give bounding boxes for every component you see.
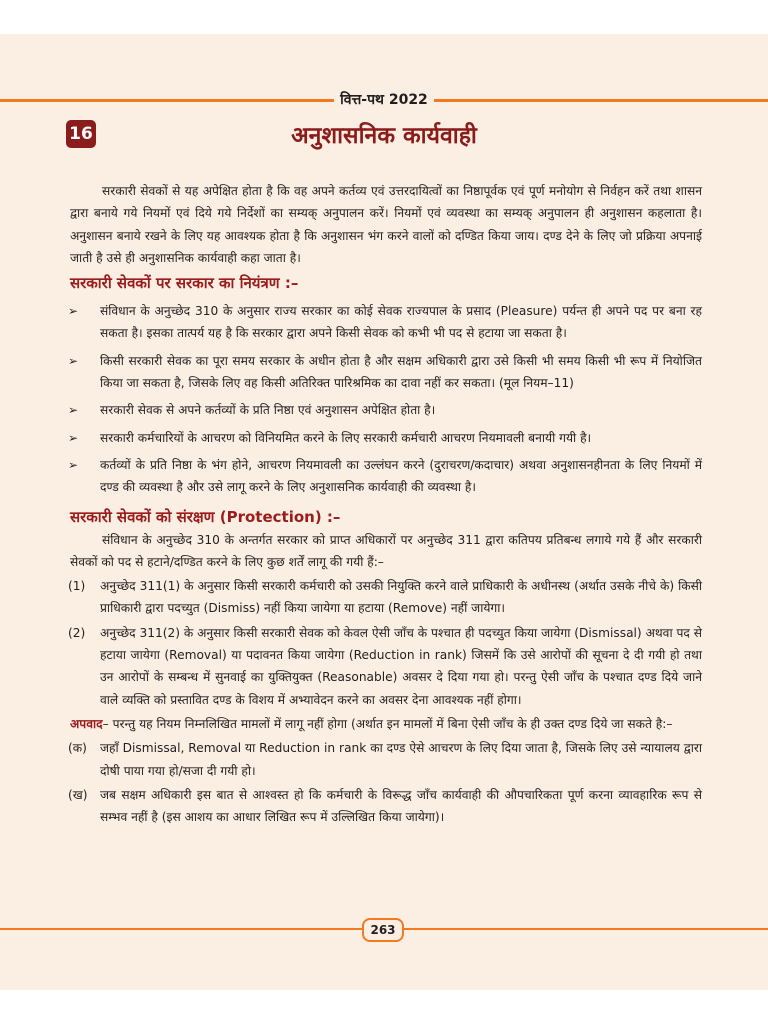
page-number: 263 [362,918,404,942]
running-header: वित्त-पथ 2022 [0,90,768,109]
page-content [70,180,702,828]
numbered-item: (2) अनुच्छेद 311(2) के अनुसार किसी सरकारी सेवक को केवल ऐसी जाँच के पश्चात ही पदच्युत किया जायेगा (Dismissal) अथवा पद से हटाया जायेगा (Removal) या पदावनत किया जायेगा (Reduction in rank) जिसमें कि उसे आरोपों की सूचना दे दी गयी हो तथा उन आरोपों के सम्बन्ध में सुनवाई का युक्तियुक्त (Reasonable) अवसर दे दिया गया हो। परन्तु ऐसी जाँच के पश्चात दण्ड दिये जाने वाले व्यक्ति को प्रस्तावित दण्ड के विशय में अभ्यावेदन करने का अवसर देना आवश्यक नहीं होगा। [68,625,702,707]
chapter-title: अनुशासनिक कार्यवाही [291,123,477,149]
section-heading-control: सरकारी सेवकों पर सरकार का नियंत्रण :– [70,274,299,293]
exception-item: (क) जहाँ Dismissal, Removal या Reduction in rank का दण्ड ऐसे आचरण के लिए दिया जाता है, जिसके लिए उसे न्यायालय द्वारा दोषी पाया गया हो/सजा दी गयी हो। [68,741,702,778]
exception-item: (ख) जब सक्षम अधिकारी इस बात से आश्वस्त हो कि कर्मचारी के विरूद्ध जाँच कार्यवाही की औपचारिकता पूर्ण करना व्यावहारिक रूप से सम्भव नहीं है (इस आशय का आधार लिखित रूप में उल्लिखित किया जायेगा)। [68,787,702,825]
intro-paragraph: सरकारी सेवकों से यह अपेक्षित होता है कि वह अपने कर्तव्य एवं उत्तरदायित्वों का निष्ठापूर्वक एवं पूर्ण मनोयोग से निर्वहन करें तथा शासन द्वारा बनाये गये नियमों एवं दिये गये निर्देशों का सम्यक् अनुपालन करें। नियमों एवं व्यवस्था का सम्यक् अनुपालन ही अनुशासन कहलाता है। अनुशासन बनाये रखने के लिए यह आवश्यक होता है कि अनुशासन भंग करने वालों को दण्डित किया जाय। दण्ड देने के लिए जो प्रक्रिया अपनाई जाती है उसे ही अनुशासनिक कार्यवाही कहा जाता है। [70,184,702,265]
arrow-bullet-icon: ➢ [68,430,79,445]
arrow-bullet-icon: ➢ [68,457,79,472]
control-bullet-list [70,300,702,498]
list-item: ➢ सरकारी सेवक से अपने कर्तव्यों के प्रति निष्ठा एवं अनुशासन अपेक्षित होता है। [70,399,702,421]
arrow-bullet-icon: ➢ [68,304,79,319]
exception-label: अपवाद [70,716,103,731]
list-item: ➢ सरकारी कर्मचारियों के आचरण को विनियमित करने के लिए सरकारी कर्मचारी आचरण नियमावली बनायी गयी है। [70,427,702,449]
list-item: ➢ कर्तव्यों के प्रति निष्ठा के भंग होने, आचरण नियमावली का उल्लंघन करने (दुराचरण/कदाचार) अथवा अनुशासनहीनता के लिए नियमों में दण्ड की व्यवस्था है और उसे लागू करने के लिए अनुशासनिक कार्यवाही की व्यवस्था है। [70,454,702,499]
arrow-bullet-icon: ➢ [68,353,79,368]
protection-intro: संविधान के अनुच्छेद 310 के अन्तर्गत सरकार को प्राप्त अधिकारों पर अनुच्छेद 311 द्वारा कतिपय प्रतिबन्ध लगाये गये हैं और सरकारी सेवकों को पद से हटाने/दण्डित करने के लिए कुछ शर्तें लागू की गयी हैं:– [70,532,702,569]
section-heading-protection: सरकारी सेवकों को संरक्षण (Protection) :– [70,507,341,526]
list-item: ➢ संविधान के अनुच्छेद 310 के अनुसार राज्य सरकार का कोई सेवक राज्यपाल के प्रसाद (Pleasure) पर्यन्त ही अपने पद पर बना रह सकता है। इसका तात्पर्य यह है कि सरकार द्वारा अपने किसी सेवक को कभी भी पद से हटाया जा सकता है। [70,300,702,345]
list-item: ➢ किसी सरकारी सेवक का पूरा समय सरकार के अधीन होता है और सक्षम अधिकारी द्वारा उसे किसी भी समय किसी भी रूप में नियोजित किया जा सकता है, जिसके लिए वह किसी अतिरिक्त पारिश्रमिक का दावा नहीं कर सकता। (मूल नियम–11) [70,350,702,395]
numbered-item: (1) अनुच्छेद 311(1) के अनुसार किसी सरकारी कर्मचारी को उसकी नियुक्ति करने वाले प्राधिकारी के अधीनस्थ (अर्थात उसके नीचे के) किसी प्राधिकारी द्वारा पदच्युत (Dismiss) नहीं किया जायेगा या हटाया (Remove) नहीं जायेगा। [68,579,702,616]
chapter-number-badge: 16 [66,120,96,148]
arrow-bullet-icon: ➢ [68,403,79,418]
exception-paragraph: अपवाद– परन्तु यह नियम निम्नलिखित मामलों में लागू नहीं होगा (अर्थात इन मामलों में बिना ऐसी जाँच के ही उक्त दण्ड दिये जा सकते है:– [70,716,673,731]
